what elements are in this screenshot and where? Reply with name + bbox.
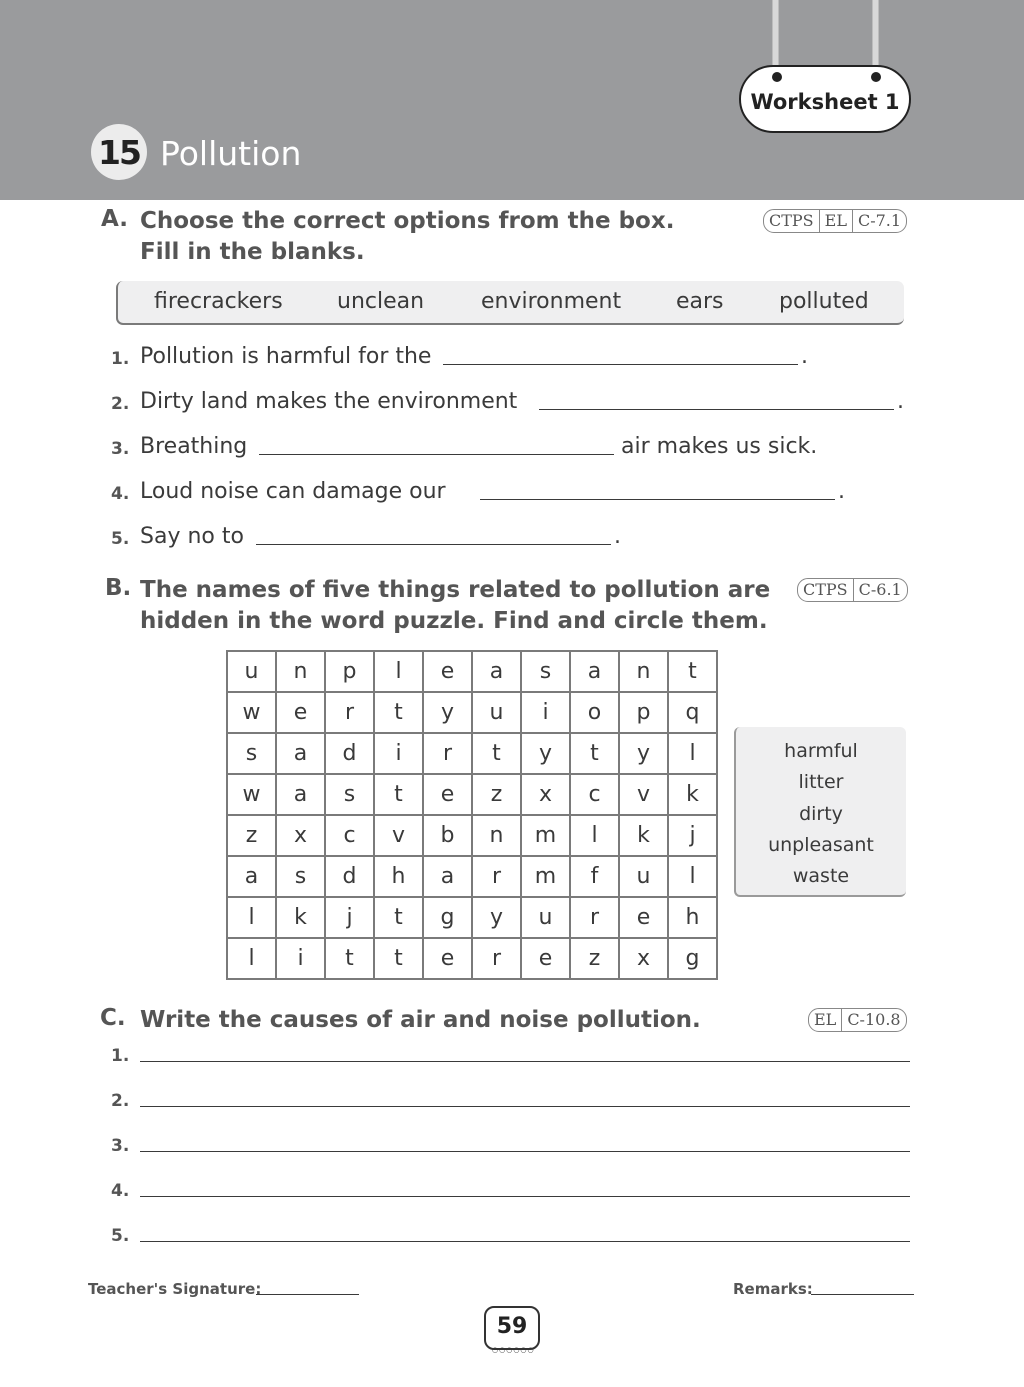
- grid-cell[interactable]: w: [227, 692, 276, 733]
- grid-cell[interactable]: z: [472, 774, 521, 815]
- grid-cell[interactable]: t: [472, 733, 521, 774]
- answer-line-number: 1.: [111, 1046, 130, 1066]
- grid-cell[interactable]: i: [276, 938, 325, 979]
- grid-cell[interactable]: n: [619, 651, 668, 692]
- answer-blank[interactable]: [256, 544, 611, 545]
- grid-cell[interactable]: u: [521, 897, 570, 938]
- grid-cell[interactable]: d: [325, 733, 374, 774]
- grid-row: [227, 774, 717, 815]
- answer-blank[interactable]: [259, 454, 614, 455]
- chapter-number-badge: 15: [91, 124, 147, 180]
- section-a-letter: A.: [101, 206, 128, 232]
- grid-cell[interactable]: e: [619, 897, 668, 938]
- answer-blank[interactable]: [480, 499, 835, 500]
- grid-cell[interactable]: l: [570, 815, 619, 856]
- grid-cell[interactable]: e: [276, 692, 325, 733]
- word-box-option: ears: [676, 289, 724, 314]
- grid-cell[interactable]: o: [570, 692, 619, 733]
- grid-cell[interactable]: u: [472, 692, 521, 733]
- section-c-letter: C.: [100, 1005, 126, 1031]
- grid-cell[interactable]: k: [668, 774, 717, 815]
- grid-cell[interactable]: d: [325, 856, 374, 897]
- grid-cell[interactable]: t: [374, 692, 423, 733]
- remarks-line[interactable]: [811, 1294, 914, 1295]
- question-number: 1.: [111, 349, 130, 369]
- grid-cell[interactable]: x: [521, 774, 570, 815]
- question-text-end: .: [801, 344, 808, 369]
- grid-cell[interactable]: j: [668, 815, 717, 856]
- grid-cell[interactable]: y: [619, 733, 668, 774]
- grid-cell[interactable]: u: [227, 651, 276, 692]
- grid-cell[interactable]: k: [276, 897, 325, 938]
- answer-blank[interactable]: [443, 364, 798, 365]
- word-box-option: environment: [481, 289, 622, 314]
- page-badge-dots: ○○○○○○: [492, 1346, 535, 1354]
- answer-blank[interactable]: [539, 409, 894, 410]
- grid-cell[interactable]: e: [423, 651, 472, 692]
- grid-cell[interactable]: l: [227, 897, 276, 938]
- worksheet-tag: Worksheet 1: [739, 65, 911, 133]
- grid-cell[interactable]: t: [325, 938, 374, 979]
- grid-cell[interactable]: r: [423, 733, 472, 774]
- grid-cell[interactable]: v: [619, 774, 668, 815]
- grid-cell[interactable]: b: [423, 815, 472, 856]
- grid-cell[interactable]: e: [521, 938, 570, 979]
- grid-cell[interactable]: l: [668, 856, 717, 897]
- skill-code: CTPS: [769, 211, 814, 230]
- grid-cell[interactable]: r: [472, 938, 521, 979]
- grid-cell[interactable]: t: [570, 733, 619, 774]
- grid-cell[interactable]: n: [276, 651, 325, 692]
- section-c-instruction: Write the causes of air and noise pollution.: [140, 1007, 701, 1033]
- page-number-badge: [484, 1306, 540, 1350]
- grid-cell[interactable]: l: [374, 651, 423, 692]
- skill-code: CTPS: [803, 580, 848, 599]
- grid-cell[interactable]: g: [668, 938, 717, 979]
- question-text: Say no to: [140, 524, 244, 549]
- grid-cell[interactable]: x: [619, 938, 668, 979]
- grid-row: [227, 938, 717, 979]
- grid-cell[interactable]: k: [619, 815, 668, 856]
- grid-cell[interactable]: a: [472, 651, 521, 692]
- grid-cell[interactable]: s: [227, 733, 276, 774]
- grid-cell[interactable]: r: [325, 692, 374, 733]
- question-text: Loud noise can damage our: [140, 479, 446, 504]
- grid-cell[interactable]: s: [325, 774, 374, 815]
- answer-line-number: 2.: [111, 1091, 130, 1111]
- section-a-instruction-line1: Choose the correct options from the box.: [140, 208, 675, 234]
- grid-cell[interactable]: f: [570, 856, 619, 897]
- section-b-letter: B.: [105, 575, 132, 601]
- skill-code: EL: [814, 1010, 837, 1029]
- grid-cell[interactable]: j: [325, 897, 374, 938]
- grid-cell[interactable]: p: [325, 651, 374, 692]
- grid-cell[interactable]: r: [472, 856, 521, 897]
- tag-hole-left: [772, 72, 782, 82]
- grid-cell[interactable]: p: [619, 692, 668, 733]
- grid-cell[interactable]: l: [227, 938, 276, 979]
- grid-cell[interactable]: a: [423, 856, 472, 897]
- section-b-instruction: [140, 575, 770, 637]
- grid-cell[interactable]: r: [570, 897, 619, 938]
- grid-cell[interactable]: y: [521, 733, 570, 774]
- question-text: Dirty land makes the environment: [140, 389, 518, 414]
- grid-cell[interactable]: v: [374, 815, 423, 856]
- grid-cell[interactable]: x: [276, 815, 325, 856]
- grid-cell[interactable]: h: [374, 856, 423, 897]
- grid-cell[interactable]: c: [570, 774, 619, 815]
- word-search-grid: [226, 650, 718, 980]
- answer-line[interactable]: [140, 1241, 910, 1242]
- hint-word-box: [734, 727, 906, 897]
- question-number: 5.: [111, 529, 130, 549]
- answer-line[interactable]: [140, 1151, 910, 1152]
- page-number: 59: [496, 1314, 528, 1339]
- skill-code: C-6.1: [853, 579, 907, 601]
- teacher-signature-line[interactable]: [256, 1294, 359, 1295]
- grid-cell[interactable]: t: [668, 651, 717, 692]
- section-c-skill-codes: [808, 1008, 907, 1032]
- answer-line-number: 3.: [111, 1136, 130, 1156]
- grid-row: [227, 815, 717, 856]
- section-a-instruction-line2: Fill in the blanks.: [140, 239, 365, 265]
- grid-cell[interactable]: s: [276, 856, 325, 897]
- answer-line[interactable]: [140, 1061, 910, 1062]
- grid-cell[interactable]: i: [521, 692, 570, 733]
- question-number: 4.: [111, 484, 130, 504]
- grid-cell[interactable]: y: [472, 897, 521, 938]
- answer-line-number: 5.: [111, 1226, 130, 1246]
- hint-word: waste: [792, 865, 850, 888]
- section-b-instruction-line1: The names of five things related to pollution are: [140, 577, 771, 603]
- grid-cell[interactable]: t: [374, 774, 423, 815]
- question-text: Breathing: [140, 434, 248, 459]
- hint-word: unpleasant: [768, 833, 874, 856]
- answer-line[interactable]: [140, 1106, 910, 1107]
- tag-hole-right: [871, 72, 881, 82]
- question-number: 2.: [111, 394, 130, 414]
- word-box-option: unclean: [337, 289, 425, 314]
- grid-cell[interactable]: a: [276, 733, 325, 774]
- grid-cell[interactable]: h: [668, 897, 717, 938]
- grid-row: [227, 692, 717, 733]
- grid-cell[interactable]: a: [227, 856, 276, 897]
- word-box-option: polluted: [779, 289, 869, 314]
- hint-word: litter: [798, 771, 844, 794]
- grid-cell[interactable]: n: [472, 815, 521, 856]
- section-a-skill-codes: [763, 209, 907, 233]
- question-text: Pollution is harmful for the: [140, 344, 432, 369]
- teacher-signature-label: Teacher's Signature:: [88, 1280, 262, 1298]
- answer-line[interactable]: [140, 1196, 910, 1197]
- skill-code: C-10.8: [841, 1009, 905, 1031]
- section-b-skill-codes: [797, 578, 908, 602]
- grid-cell[interactable]: m: [521, 815, 570, 856]
- section-a-instruction: [140, 206, 674, 268]
- chapter-title: Pollution: [160, 134, 302, 173]
- question-text-end: air makes us sick.: [621, 434, 818, 459]
- grid-cell[interactable]: a: [570, 651, 619, 692]
- word-box-option: firecrackers: [154, 289, 283, 314]
- skill-code: C-7.1: [852, 210, 906, 232]
- grid-cell[interactable]: m: [521, 856, 570, 897]
- skill-code: EL: [819, 210, 852, 232]
- question-text-end: .: [838, 479, 845, 504]
- hint-word: dirty: [799, 802, 843, 825]
- grid-cell[interactable]: z: [570, 938, 619, 979]
- grid-cell[interactable]: g: [423, 897, 472, 938]
- grid-cell[interactable]: e: [423, 938, 472, 979]
- question-text-end: .: [897, 389, 904, 414]
- grid-row: [227, 733, 717, 774]
- grid-cell[interactable]: t: [374, 938, 423, 979]
- hint-word: harmful: [784, 740, 858, 762]
- grid-cell[interactable]: i: [374, 733, 423, 774]
- answer-line-number: 4.: [111, 1181, 130, 1201]
- grid-row: [227, 856, 717, 897]
- grid-cell[interactable]: s: [521, 651, 570, 692]
- question-text-end: .: [614, 524, 621, 549]
- grid-cell[interactable]: l: [668, 733, 717, 774]
- remarks-label: Remarks:: [733, 1280, 813, 1298]
- grid-row: [227, 651, 717, 692]
- grid-cell[interactable]: a: [276, 774, 325, 815]
- grid-cell[interactable]: y: [423, 692, 472, 733]
- grid-cell[interactable]: w: [227, 774, 276, 815]
- grid-cell[interactable]: c: [325, 815, 374, 856]
- grid-cell[interactable]: t: [374, 897, 423, 938]
- grid-row: [227, 897, 717, 938]
- grid-cell[interactable]: u: [619, 856, 668, 897]
- question-number: 3.: [111, 439, 130, 459]
- grid-cell[interactable]: e: [423, 774, 472, 815]
- grid-cell[interactable]: z: [227, 815, 276, 856]
- section-b-instruction-line2: hidden in the word puzzle. Find and circle them.: [140, 608, 768, 634]
- grid-cell[interactable]: q: [668, 692, 717, 733]
